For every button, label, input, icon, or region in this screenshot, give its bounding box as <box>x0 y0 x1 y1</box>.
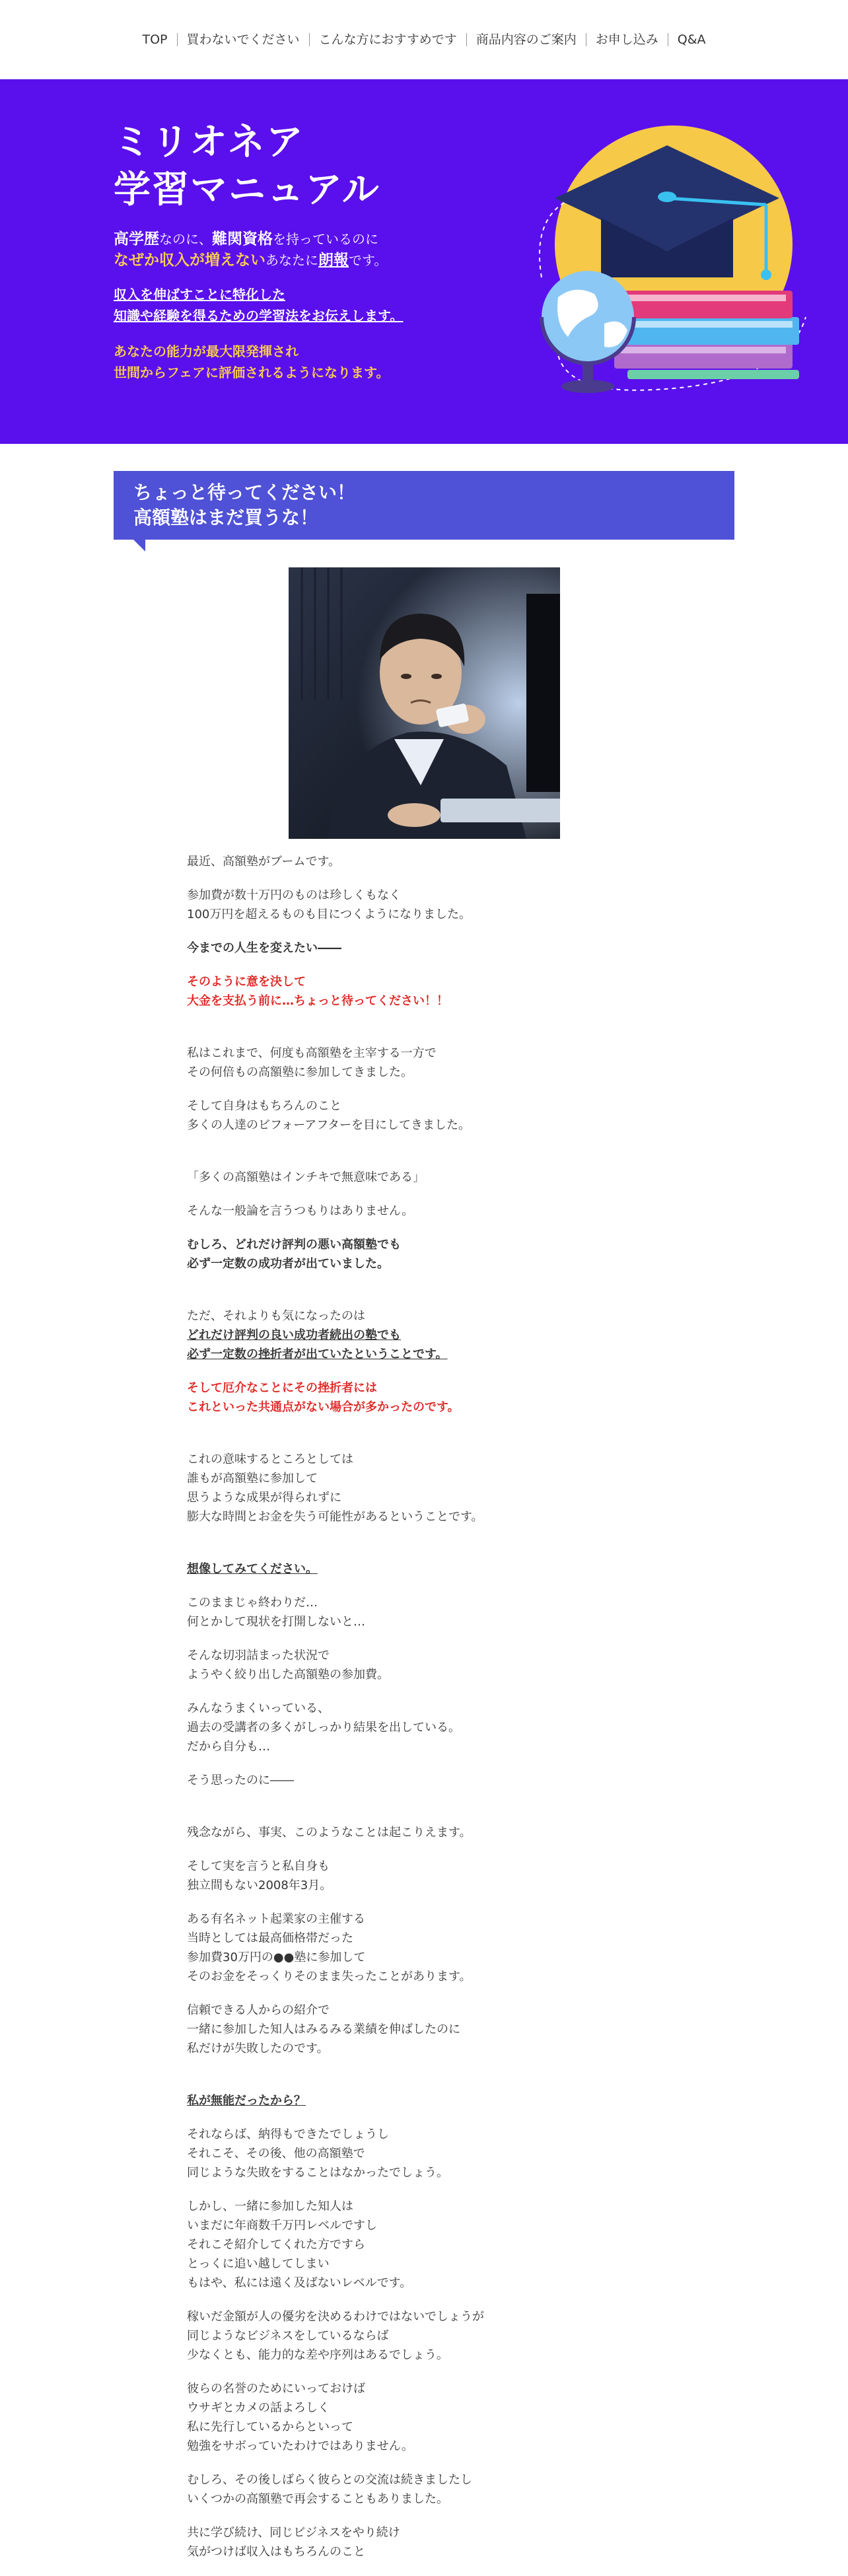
text: そう思ったのに―― <box>187 1773 294 1787</box>
text: 想像してみてください。 <box>187 1562 318 1576</box>
text: どれだけ評判の良い成功者続出の塾でも <box>187 1328 401 1342</box>
text: 最近、高額塾がブームです。 <box>187 855 341 869</box>
text: 同じような失敗をすることはなかったでしょう。 <box>187 2166 448 2180</box>
hero-title <box>114 119 483 214</box>
hero-word: を持っているのに <box>273 231 378 247</box>
paragraph <box>187 1450 676 1526</box>
banner-box <box>114 471 734 540</box>
hero-section <box>0 79 848 444</box>
paragraph <box>187 939 676 958</box>
paragraph <box>187 1306 676 1364</box>
hero-p2-line: 知識や経験を得るための学習法をお伝えします。 <box>114 308 404 324</box>
text: 一緒に参加した知人はみるみる業績を伸ばしたのに <box>187 2022 460 2036</box>
paragraph <box>187 2379 676 2456</box>
banner-tail <box>133 540 145 552</box>
text: ただ、それよりも気になったのは <box>187 1309 365 1323</box>
text: だから自分も… <box>187 1740 270 1754</box>
text: 私はこれまで、何度も高額塾を主宰する一方で <box>187 1046 437 1060</box>
paragraph <box>187 1823 676 1842</box>
text: 彼らの名誉のためにいっておけば <box>187 2382 365 2396</box>
text: 「多くの高額塾はインチキで無意味である」 <box>187 1170 425 1184</box>
text: そして厄介なことにその挫折者には <box>187 1381 377 1395</box>
text: 多くの人達のビフォーアフターを目にしてきました。 <box>187 1118 470 1132</box>
text: 私に先行しているからといって <box>187 2420 353 2434</box>
text: 私だけが失敗したのです。 <box>187 2042 329 2056</box>
text: もはや、私には遠く及ばないレベルです。 <box>187 2276 412 2290</box>
hero-word: 難関資格 <box>212 231 273 248</box>
nav-list <box>133 33 715 46</box>
text: 残念ながら、事実、このようなことは起こりえます。 <box>187 1826 472 1840</box>
paragraph <box>187 1044 676 1082</box>
text: 稼いだ金額が人の優劣を決めるわけではないでしょうが <box>187 2310 484 2324</box>
text: 大金を支払う前に…ちょっと待ってください！！ <box>187 994 448 1008</box>
hero-word: なぜか収入が増えない <box>114 252 265 269</box>
text: 何とかして現状を打開しないと… <box>187 1615 365 1629</box>
text: これの意味するところとしては <box>187 1452 353 1466</box>
text: みんなうまくいっている、 <box>187 1701 330 1715</box>
nav-item-apply[interactable]: お申し込み <box>586 33 668 46</box>
text: 誰もが高額塾に参加して <box>187 1472 318 1485</box>
text: 少なくとも、能力的な差や序列はあるでしょう。 <box>187 2348 448 2362</box>
text: その何倍もの高額塾に参加してきました。 <box>187 1065 413 1079</box>
section-banner <box>114 471 734 552</box>
paragraph <box>187 2523 676 2561</box>
text: そんな切羽詰まった状況で <box>187 1649 330 1663</box>
paragraph <box>187 2001 676 2058</box>
text: そして自身はもちろんのこと <box>187 1099 341 1113</box>
text: 膨大な時間とお金を失う可能性があるということです。 <box>187 1510 483 1524</box>
text: 思うような成果が得られずに <box>187 1491 341 1505</box>
paragraph <box>187 2307 676 2365</box>
paragraph <box>187 1593 676 1631</box>
text: そのように意を決して <box>187 975 306 989</box>
paragraph <box>187 2470 676 2509</box>
hero-paragraph-3 <box>114 341 483 383</box>
text: そのお金をそっくりそのまま失ったことがあります。 <box>187 1970 472 1984</box>
text: とっくに追い越してしまい <box>187 2257 330 2271</box>
graduation-cap-icon <box>522 119 812 410</box>
paragraph <box>187 1646 676 1684</box>
text: むしろ、どれだけ評判の悪い高額塾でも <box>187 1238 401 1252</box>
paragraph <box>187 2125 676 2182</box>
nav-item-top[interactable]: TOP <box>142 32 168 47</box>
text: むしろ、その後しばらく彼らとの交流は続きましたし <box>187 2473 472 2487</box>
paragraph <box>187 1857 676 1895</box>
text: 共に学び続け、同じビジネスをやり続け <box>187 2526 400 2540</box>
text: しかし、一緒に参加した知人は <box>187 2200 353 2213</box>
hero-text <box>114 119 483 383</box>
paragraph <box>187 1096 676 1135</box>
hero-title-line2: 学習マニュアル <box>114 168 380 211</box>
text: 参加費が数十万円のものは珍しくもなく <box>187 888 401 902</box>
hero-word: です。 <box>349 252 388 268</box>
text: そんな一般論を言うつもりはありません。 <box>187 1204 414 1218</box>
text: これといった共通点がない場合が多かったのです。 <box>187 1400 460 1414</box>
paragraph <box>187 2197 676 2293</box>
hero-line-1 <box>114 229 483 250</box>
nav-item-product[interactable]: 商品内容のご案内 <box>466 33 586 46</box>
text: 参加費30万円の●●塾に参加して <box>187 1950 366 1964</box>
text: 同じようなビジネスをしているならば <box>187 2329 389 2343</box>
text: ようやく絞り出した高額塾の参加費。 <box>187 1668 389 1682</box>
paragraph <box>187 2091 676 2110</box>
text: ある有名ネット起業家の主催する <box>187 1912 365 1926</box>
paragraph <box>187 1201 676 1221</box>
hero-p2-line: 収入を伸ばすことに特化した <box>114 287 285 303</box>
text: 過去の受講者の多くがしっかり結果を出している。 <box>187 1721 460 1735</box>
text: このままじゃ終わりだ… <box>187 1596 318 1610</box>
hero-paragraph-2 <box>114 284 483 326</box>
text: それならば、納得もできたでしょうし <box>187 2128 389 2141</box>
hero-p3-line: あなたの能力が最大限発揮され <box>114 343 299 359</box>
text: 今までの人生を変えたい―― <box>187 941 341 955</box>
paragraph <box>187 1771 676 1790</box>
text: そして実を言うと私自身も <box>187 1859 330 1873</box>
paragraph <box>187 972 676 1011</box>
text: 必ず一定数の成功者が出ていました。 <box>187 1257 389 1271</box>
nav-item-dont-buy[interactable]: 買わないでください <box>177 33 309 46</box>
nav-item-recommended[interactable]: こんな方におすすめです <box>309 33 466 46</box>
nav-item-qa[interactable]: Q&A <box>668 33 715 46</box>
top-nav <box>0 0 848 79</box>
paragraph <box>187 1378 676 1417</box>
text: 信頼できる人からの紹介で <box>187 2003 330 2017</box>
hero-word: 高学歴 <box>114 231 159 248</box>
paragraph <box>187 1910 676 1986</box>
paragraph <box>187 1168 676 1187</box>
text: 独立間もない2008年3月。 <box>187 1878 332 1892</box>
text: いくつかの高額塾で再会することもありました。 <box>187 2492 448 2506</box>
hero-p3-line: 世間からフェアに評価されるようになります。 <box>114 365 390 380</box>
paragraph <box>187 1699 676 1756</box>
text: それこそ紹介してくれた方ですら <box>187 2238 365 2252</box>
text: それこそ、その後、他の高額塾で <box>187 2147 365 2161</box>
paragraph <box>187 1559 676 1579</box>
paragraph <box>187 1235 676 1273</box>
banner-line2: 高額塾はまだ買うな！ <box>133 507 319 528</box>
hero-word: 朗報 <box>318 252 349 269</box>
paragraph <box>187 852 676 871</box>
text: 私が無能だったから？ <box>187 2094 306 2108</box>
text: 勉強をサボっていたわけではありません。 <box>187 2439 413 2453</box>
hero-word: なのに、 <box>159 231 212 247</box>
banner-line1: ちょっと待ってください！ <box>133 482 356 503</box>
text: 必ず一定数の挫折者が出ていたということです。 <box>187 1347 448 1361</box>
article-body <box>187 852 676 2576</box>
text: ウサギとカメの話よろしく <box>187 2401 330 2415</box>
hero-line-2 <box>114 250 483 271</box>
text: 気がつけば収入はもちろんのこと <box>187 2545 365 2559</box>
text: 100万円を超えるものも目につくようになりました。 <box>187 908 471 921</box>
hero-word: あなたに <box>265 252 318 268</box>
text: いまだに年商数千万円レベルですし <box>187 2219 377 2233</box>
paragraph <box>187 886 676 924</box>
text: 当時としては最高価格帯だった <box>187 1931 353 1945</box>
hero-title-line1: ミリオネア <box>114 121 304 164</box>
worried-man-photo <box>289 567 560 839</box>
